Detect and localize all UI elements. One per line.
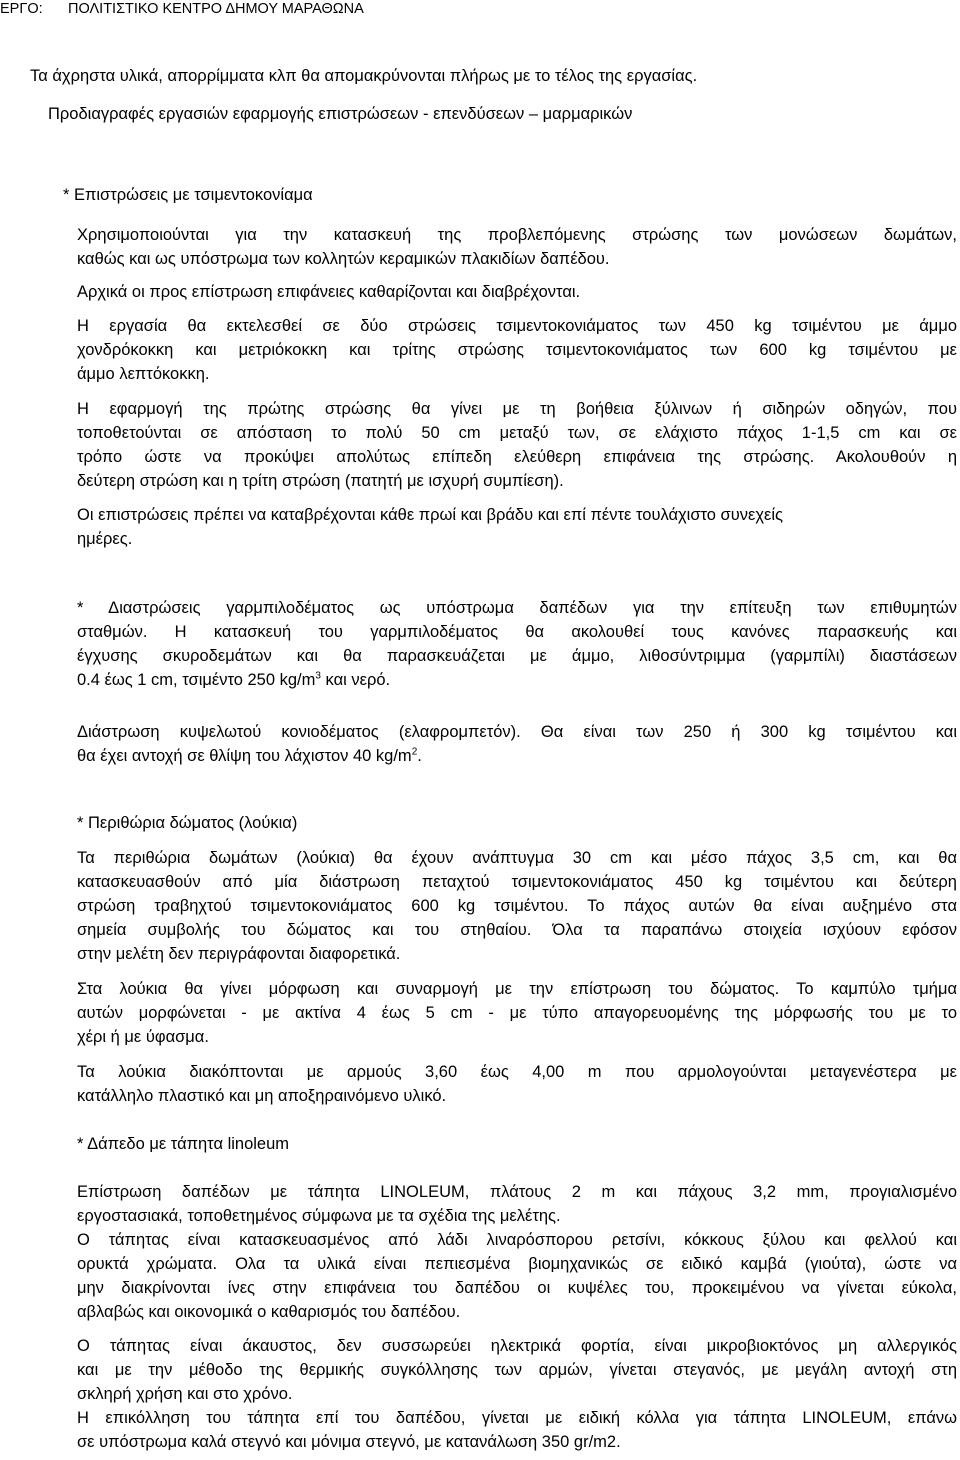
text-line: Επίστρωση δαπέδων με τάπητα LINOLEUM, πλάτους 2 m και πάχους 3,2 mm, προγιαλισμένο <box>77 1183 957 1201</box>
text-line: Οι επιστρώσεις πρέπει να καταβρέχονται κάθε πρωί και βράδυ και επί πέντε τουλάχιστο συνεχείς <box>77 506 784 524</box>
text-line: Ο τάπητας είναι κατασκευασμένος από λάδι λιναρόσπορου ρετσίνι, κόκκους ξύλου και φελλού και <box>77 1231 957 1249</box>
text-line: και με την μέθοδο της θερμικής συγκόλλησης των αρμών, γίνεται στεγανός, με μεγάλη αντοχή στη <box>77 1361 957 1379</box>
text-line: Τα περιθώρια δωμάτων (λούκια) θα έχουν ανάπτυγμα 30 cm και μέσο πάχος 3,5 cm, και θα <box>77 849 957 867</box>
text-line: σκληρή χρήση και στο χρόνο. <box>77 1385 293 1403</box>
text-line: τρόπο ώστε να προκύψει απολύτως επίπεδη ελεύθερη επιφάνεια της στρώσης. Ακολουθούν η <box>77 448 957 466</box>
text-line: στην μελέτη δεν περιγράφονται διαφορετικά. <box>77 945 401 963</box>
text-line: εργοστασιακά, τοποθετημένος σύμφωνα με τα σχέδια της μελέτης. <box>77 1207 561 1225</box>
text-line: κατάλληλο πλαστικό και μη αποξηραινόμενο υλικό. <box>77 1087 447 1105</box>
text-line: * Επιστρώσεις με τσιμεντοκονίαμα <box>63 186 313 204</box>
text-line: χέρι ή με ύφασμα. <box>77 1028 209 1046</box>
text-line: Τα λούκια διακόπτονται με αρμούς 3,60 έως 4,00 m που αρμολογούνται μεταγενέστερα με <box>77 1063 957 1081</box>
text-line: 0.4 έως 1 cm, τσιμέντο 250 $kg/m^3$ και νερό. <box>77 670 391 689</box>
project-name: ΠΟΛΙΤΙΣΤΙΚΟ ΚΕΝΤΡΟ ΔΗΜΟΥ ΜΑΡΑΘΩΝΑ <box>68 1 364 17</box>
text-line: * Διαστρώσεις γαρμπιλοδέματος ως υπόστρωμα δαπέδων για την επίτευξη των επιθυμητών <box>77 599 957 617</box>
text-line: καθώς και ως υπόστρωμα των κολλητών κεραμικών πλακιδίων δαπέδου. <box>77 250 610 268</box>
text-line: σε υπόστρωμα καλά στεγνό και μόνιμα στεγνό, με κατανάλωση 350 gr/m2. <box>77 1433 621 1451</box>
text-line: δεύτερη στρώση και η τρίτη στρώση (πατητή με ισχυρή συμπίεση). <box>77 472 564 490</box>
text-line: ημέρες. <box>77 530 133 548</box>
text-line: ορυκτά χρώματα. Ολα τα υλικά είναι πεπιεσμένα βιομηχανικώς σε ειδικό καμβά (γιούτα), ώστε να <box>77 1255 957 1273</box>
text-line: Προδιαγραφές εργασιών εφαρμογής επιστρώσεων - επενδύσεων – μαρμαρικών <box>48 105 633 123</box>
text-line: Τα άχρηστα υλικά, απορρίμματα κλπ θα απομακρύνονται πλήρως με το τέλος της εργασίας. <box>30 67 698 85</box>
text-line: Αρχικά οι προς επίστρωση επιφάνειες καθαρίζονται και διαβρέχονται. <box>77 283 581 301</box>
text-line: Ο τάπητας είναι άκαυστος, δεν συσσωρεύει ηλεκτρικά φορτία, είναι μικροβιοκτόνος μη αλλεργικός <box>77 1337 957 1355</box>
text-line: σημεία συμβολής του δώματος και του στηθαίου. Όλα τα παραπάνω στοιχεία ισχύουν εφόσον <box>77 921 957 939</box>
text-line: * Περιθώρια δώματος (λούκια) <box>77 814 298 832</box>
text-line: έγχυσης σκυροδεμάτων και θα παρασκευάζεται με άμμο, λιθοσύντριμμα (γαρμπίλι) διαστάσεων <box>77 647 957 665</box>
text-line: Η εφαρμογή της πρώτης στρώσης θα γίνει με τη βοήθεια ξύλινων ή σιδηρών οδηγών, που <box>77 400 957 418</box>
text-line: μην διακρίνονται ίνες στην επιφάνεια του δαπέδου οι κυψέλες του, προκειμένου να γίνεται εύκολα, <box>77 1279 957 1297</box>
text-line: αυτών μορφώνεται - με ακτίνα 4 έως 5 cm - με τύπο απαγορευομένης της μόρφωσής του με το <box>77 1004 957 1022</box>
text-line: χονδρόκοκκη και μετριόκοκκη και τρίτης στρώσης τσιμεντοκονιάματος των 600 kg τσιμέντου με <box>77 341 957 359</box>
text-line: Η επικόλληση του τάπητα επί του δαπέδου, γίνεται με ειδική κόλλα για τάπητα LINOLEUM, επάνω <box>77 1409 957 1427</box>
text-line: θα έχει αντοχή σε θλίψη του λάχιστον 40 $kg/m^2$. <box>77 746 422 765</box>
text-line: στρώση τραβηχτού τσιμεντοκονιάματος 600 kg τσιμέντου. Το πάχος αυτών θα είναι αυξημένο στα <box>77 897 957 915</box>
text-line: σταθμών. Η κατασκευή του γαρμπιλοδέματος θα ακολουθεί τους κανόνες παρασκευής και <box>77 623 957 641</box>
text-line: * Δάπεδο με τάπητα linoleum <box>77 1135 290 1153</box>
text-line: Στα λούκια θα γίνει μόρφωση και συναρμογή με την επίστρωση του δώματος. Το καμπύλο τμήμα <box>77 980 957 998</box>
text-line: Χρησιμοποιούνται για την κατασκευή της προβλεπόμενης στρώσης των μονώσεων δωμάτων, <box>77 226 957 244</box>
text-line: αβλαβώς και οικονομικά ο καθαρισμός του δαπέδου. <box>77 1303 461 1321</box>
text-line: τοποθετούνται σε απόσταση το πολύ 50 cm μεταξύ των, σε ελάχιστο πάχος 1-1,5 cm και σε <box>77 424 957 442</box>
text-line: άμμο λεπτόκοκκη. <box>77 365 210 383</box>
text-line: Διάστρωση κυψελωτού κονιοδέματος (ελαφρομπετόν). Θα είναι των 250 ή 300 kg τσιμέντου και <box>77 723 957 741</box>
text-line: Η εργασία θα εκτελεσθεί σε δύο στρώσεις τσιμεντοκονιάματος των 450 kg τσιμέντου με άμμο <box>77 317 957 335</box>
text-line: κατασκευασθούν από μία διάστρωση πεταχτού τσιμεντοκονιάματος 450 kg τσιμέντου και δεύτερη <box>77 873 957 891</box>
project-label: ΕΡΓΟ: <box>0 1 43 17</box>
